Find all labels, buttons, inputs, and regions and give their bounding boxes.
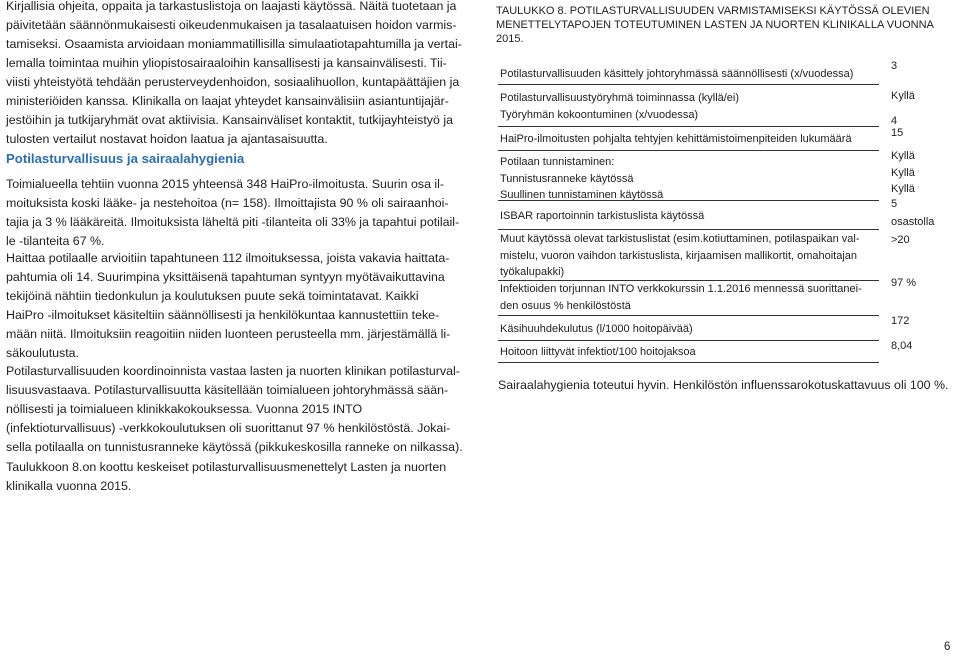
text-line: klinikalla vuonna 2015. [6,479,132,493]
text-line: säkoulutusta. [6,346,80,360]
row-value-line: 97 % [891,277,917,289]
text-line: nöllisesti ja toimialueen klinikkakokouksessa. Vuonna 2015 INTO [6,402,363,416]
paragraph-coordination [6,362,462,457]
row-label-line: Käsihuuhdekulutus (l/1000 hoitopäivää) [500,323,693,335]
row-divider [498,200,879,201]
row-label-line: HaiPro-ilmoitusten pohjalta tehtyjen kehittämistoimenpiteiden lukumäärä [500,133,852,145]
row-value-line: 3 [891,60,898,72]
row-label-line: työkalupakki) [500,266,565,278]
table-row-value [891,338,912,355]
text-line: Toimialueella tehtiin vuonna 2015 yhteensä 348 HaiPro-ilmoitusta. Suurin osa il- [6,177,445,191]
row-value-line: 15 [891,127,904,139]
table-row-value [891,58,897,75]
caption-line: 2015. [496,33,524,45]
table-row-value [891,125,903,142]
row-divider [498,84,879,85]
row-divider [498,126,879,127]
text-line: päivitetään säännönmukaisesti oikeudenmukaisen ja tasalaatuisen hoidon varmis- [6,18,457,32]
caption-line: MENETTELYTAPOJEN TOTEUTUMINEN LASTEN JA NUORTEN KLINIKALLA VUONNA [496,19,934,31]
text-line: tekijöinä nähtiin tiedonkulun ja koulutuksen puute sekä toimintatavat. Kaikki [6,289,419,303]
text-line: sella potilaalla on tunnistusranneke käytössä (pikkukeskosilla ranneke on nilkassa). [6,440,463,454]
text-line: tulosten vertailut nostavat hoidon laatua ja ajantasaisuutta. [6,132,328,146]
table-row-value [891,313,909,330]
row-label-line: den osuus % henkilöstöstä [500,299,631,312]
text-line: viisti yhteistyötä tehdään perusterveydenhoidon, sosiaalihuollon, kuntapäättäjien ja [6,75,460,89]
table-row-label [500,66,870,83]
text-line: (infektioturvallisuus) -verkkokoulutuksen oli suorittanut 97 % henkilöstöstä. Jokai- [6,421,451,435]
text-line: ministeriöiden kanssa. Klinikalla on laajat yhteydet kansainvälisiin asiantuntijajär- [6,94,449,108]
row-divider [498,229,879,230]
text-line: lisuusvastaava. Potilasturvallisuutta käsitellään toimialueen johtoryhmässä sään- [6,383,449,397]
table-row-label [500,321,870,338]
table-row-label [500,344,870,361]
text-line: moituksista koski lääke- ja nestehoitoa (n= 158). Ilmoittajista 90 % oli sairaanhoi- [6,196,449,210]
row-label-line: Potilasturvallisuustyöryhmä toiminnassa (kyllä/ei) [500,92,740,104]
row-label-line: ISBAR raportoinnin tarkistuslista käytössä [500,210,705,222]
row-divider [498,150,879,151]
paragraph-haipro [6,175,462,251]
row-label-line: Potilasturvallisuuden käsittely johtoryhmässä säännöllisesti (x/vuodessa) [500,68,854,80]
row-value-line: 5 [891,198,898,210]
text-line: Taulukkoon 8.on koottu keskeiset potilasturvallisuusmenettelyt Lasten ja nuorten [6,460,447,474]
table-row-value [891,232,910,249]
row-divider [498,340,879,341]
row-value-line: Kyllä [891,150,915,162]
row-label-line: Suullinen tunnistaminen käytössä [500,189,664,201]
table-row-label [500,208,870,225]
section-heading: Potilasturvallisuus ja sairaalahygienia [6,151,245,166]
text-line: Potilasturvallisuuden koordinoinnista vastaa lasten ja nuorten klinikan potilasturval- [6,364,460,378]
paragraph-harm [6,249,462,363]
row-value-line: Kyllä [891,90,915,102]
row-value-line: 172 [891,315,910,327]
table-row-label [500,281,870,314]
table-row-value [891,275,916,292]
row-value-line: Kyllä [891,183,915,195]
text-line: mään niitä. Ilmoituksiin reagoitiin niiden luonteen perusteella mm. järjestämällä li- [6,327,451,341]
row-label-line: Potilaan tunnistaminen: [500,156,615,168]
page-number: 6 [944,641,951,653]
text-line: HaiPro -ilmoitukset käsiteltiin säännöllisesti ja henkilökuntaa kannustettiin teke- [6,308,440,322]
text-line: tamiseksi. Osaamista arvioidaan moniammatillisilla simulaatiotapahtumilla ja vertai- [6,37,462,51]
caption-line: TAULUKKO 8. POTILASTURVALLISUUDEN VARMISTAMISEKSI KÄYTÖSSÄ OLEVIEN [496,5,930,17]
table-row-label [500,231,870,281]
row-value-line: osastolla [891,216,935,228]
text-line: jestöihin ja tutkijaryhmät ovat aktiivisia. Kansainväliset kontaktit, tutkijayhteistyö ja [6,113,453,127]
row-label-line: Muut käytössä olevat tarkistuslistat (esim.kotiuttaminen, potilaspaikan val- [500,233,860,245]
paragraph-table-reference [6,458,462,496]
row-label-line: mistelu, vuoron vaihdon tarkistuslista, kirjaamisen mallikortit, omahoitajan [500,249,858,262]
text-line: lemalla toimintaa muihin yliopistosairaaloihin kansallisesti ja kansainvälisesti. Tii- [6,56,447,70]
table-row-value [891,148,915,198]
hygiene-summary: Sairaalahygienia toteutui hyvin. Henkilöstön influenssarokotuskattavuus oli 100 %. [498,378,949,392]
row-label-line: Infektioiden torjunnan INTO verkkokurssin 1.1.2016 mennessä suorittanei- [500,283,862,295]
text-line: Haittaa potilaalle arvioitiin tapahtuneen 112 ilmoituksessa, joista vakavia haittata- [6,251,450,265]
row-value-line: Kyllä [891,166,915,179]
row-label-line: Työryhmän kokoontuminen (x/vuodessa) [500,108,699,121]
row-value-line: 4 [891,115,898,127]
text-line: pahtumia oli 14. Suurimpina yksittäisenä tapahtuman syntyyn myötävaikuttavina [6,270,445,284]
text-line: le -tilanteita 67 %. [6,234,105,248]
row-divider [498,315,879,316]
row-value-line: >20 [891,234,910,246]
table-caption [496,4,951,46]
intro-paragraph [6,0,462,149]
table-row-value [891,192,934,234]
text-line: Kirjallisia ohjeita, oppaita ja tarkastuslistoja on laajasti käytössä. Näitä tuotetaan ja [6,0,457,13]
text-line: tajia ja 3 % lääkäreitä. Ilmoituksista läheltä piti -tilanteita oli 33% ja tapahtui potilail- [6,215,460,229]
row-value-line: 8,04 [891,340,913,352]
table-row-label [500,131,870,148]
row-label-line: Hoitoon liittyvät infektiot/100 hoitojaksoa [500,346,696,358]
table-row-label [500,154,870,204]
table-row-label [500,90,870,123]
row-label-line: Tunnistusranneke käytössä [500,172,634,185]
row-divider [498,362,879,363]
